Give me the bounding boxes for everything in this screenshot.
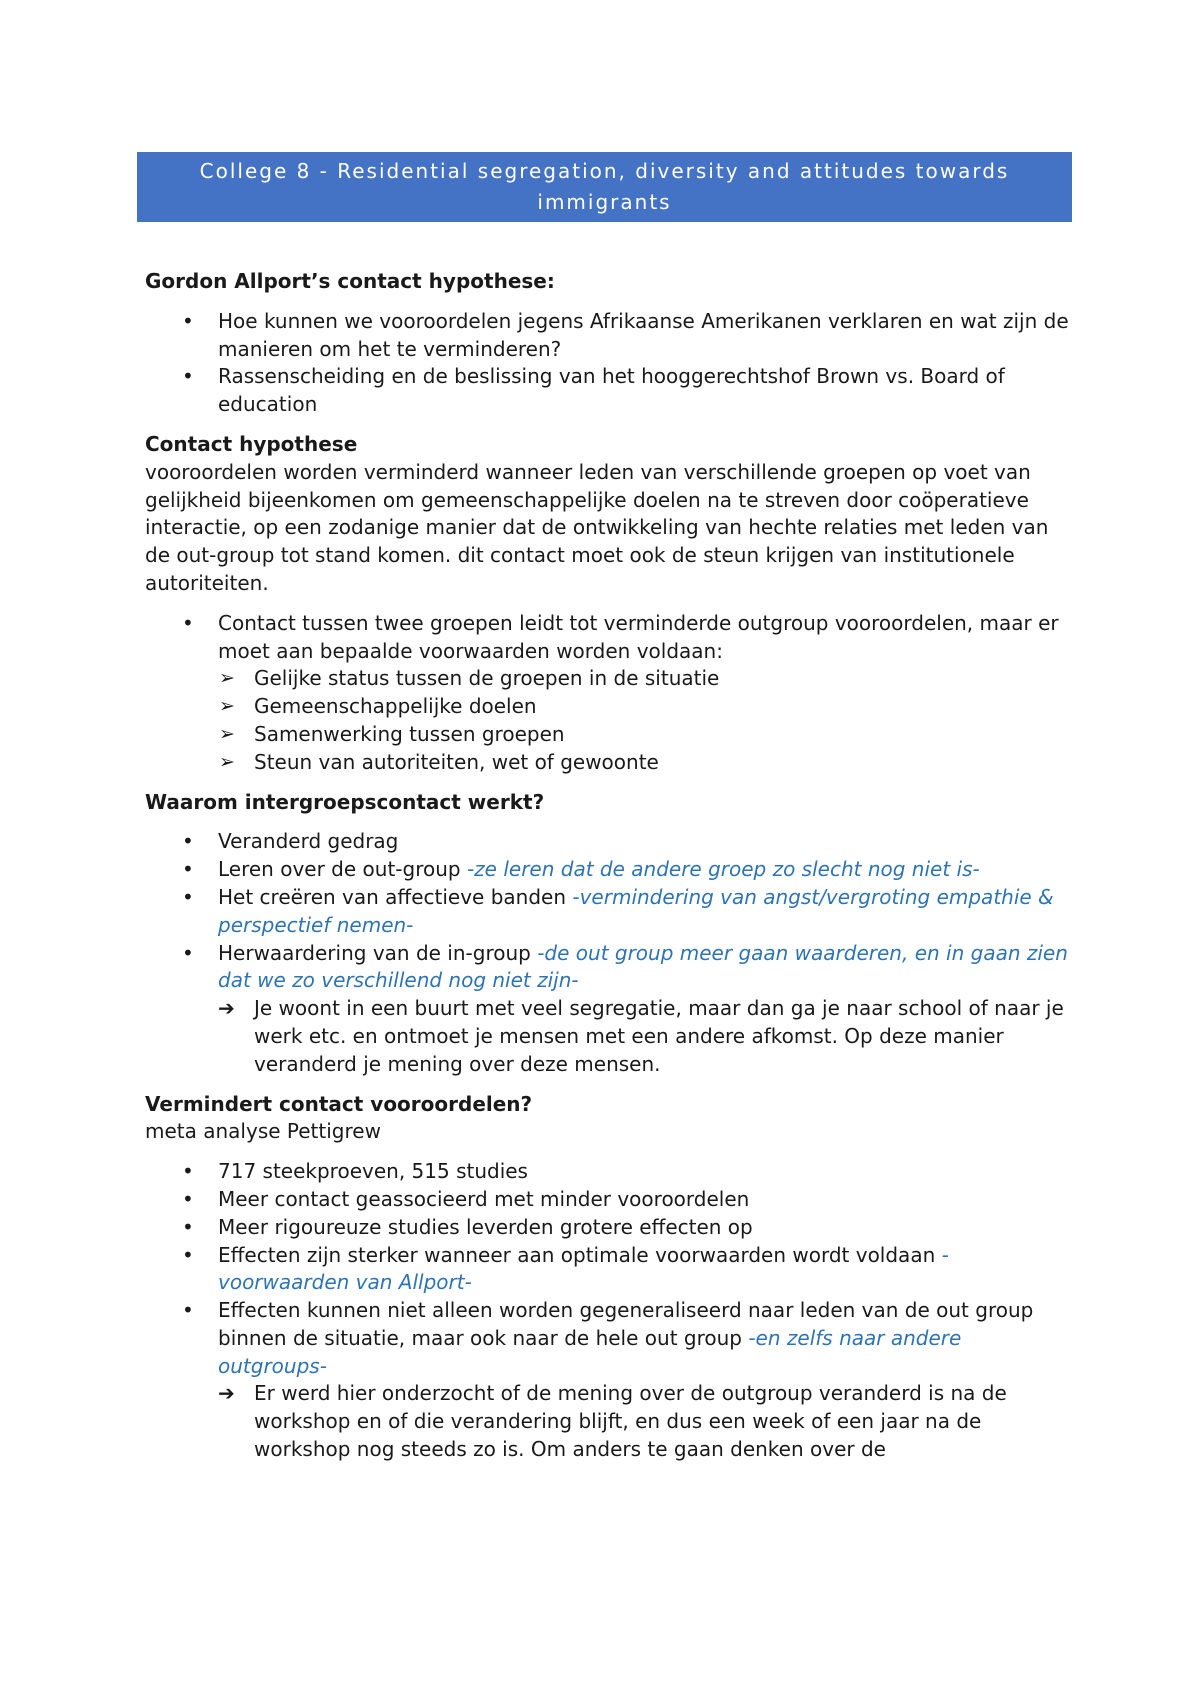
list-item: • Hoe kunnen we vooroordelen jegens Afrikaanse Amerikanen verklaren en wat zijn de manieren om het te verminderen?: [145, 308, 1075, 364]
list-item: [145, 1186, 1075, 1214]
why-bullet-list: [145, 828, 1075, 1078]
arrow-note: [218, 1380, 1075, 1463]
list-item-note: -de out group meer gaan waarderen, en in gaan zien dat we zo verschillend nog niet zijn-: [218, 940, 1068, 993]
list-item-note: -ze leren dat de andere groep zo slecht nog niet is-: [466, 857, 980, 882]
section-heading-allport: Gordon Allport’s contact hypothese:: [145, 269, 555, 293]
reduces-bullet-list: [145, 1158, 1075, 1464]
list-item-text: 717 steekproeven, 515 studies: [218, 1159, 528, 1184]
list-item: [145, 1214, 1075, 1242]
section-subtitle: meta analyse Pettigrew: [145, 1119, 381, 1144]
contact-bullet-list: [145, 610, 1075, 777]
allport-bullet-list: [145, 308, 1075, 419]
section-heading-why: Waarom intergroepscontact werkt?: [145, 789, 545, 814]
list-item: [145, 1242, 1075, 1298]
arrow-right-icon: ➔: [218, 996, 235, 1021]
list-item-text: Effecten zijn sterker wanneer aan optimale voorwaarden wordt voldaan: [218, 1242, 942, 1267]
list-item: [145, 1158, 1075, 1186]
list-item: [145, 610, 1075, 777]
section-heading-reduces: Vermindert contact vooroordelen?: [145, 1091, 533, 1116]
list-item: [145, 884, 1075, 940]
contact-bullet-text: Contact tussen twee groepen leidt tot verminderde outgroup vooroordelen, maar er moet aan bepaalde voorwaarden worden voldaan:: [218, 610, 1059, 663]
list-item-note: -en zelfs naar andere outgroups-: [218, 1325, 962, 1378]
list-item-text: Meer rigoureuze studies leverden grotere effecten op: [218, 1214, 753, 1239]
list-item-text: Veranderd gedrag: [218, 829, 399, 854]
list-item: [145, 940, 1075, 1079]
contact-definition: vooroordelen worden verminderd wanneer leden van verschillende groepen op voet van gelijkheid bijeenkomen om gemeenschappelijke doelen na te streven door coöperatieve interactie, op een zodanige manier dat de ontwikkeling van hechte relaties met leden van de out-group tot stand komen. dit contact moet ook de steun krijgen van institutionele autoriteiten.: [145, 459, 1049, 595]
list-item: • Rassenscheiding en de beslissing van het hooggerechtshof Brown vs. Board of education: [145, 363, 1075, 419]
list-item-text: Leren over de out-group: [218, 857, 467, 882]
arrow-note: [218, 995, 1075, 1078]
arrow-note-text: Er werd hier onderzocht of de mening over de outgroup veranderd is na de workshop en of die verandering blijft, en dus een week of een jaar na de workshop nog steeds zo is. Om anders te gaan denken over de: [254, 1381, 1007, 1462]
conditions-list: [181, 665, 1075, 776]
document-body: [145, 268, 1075, 1464]
arrow-right-icon: ➔: [218, 1381, 235, 1406]
condition-item: ➢ Steun van autoriteiten, wet of gewoonte: [181, 749, 1075, 777]
list-item-text: Het creëren van affectieve banden: [218, 884, 573, 909]
list-item-note: -voorwaarden van Allport-: [218, 1242, 949, 1295]
list-item-text: Meer contact geassocieerd met minder vooroordelen: [218, 1186, 750, 1211]
list-item-note: -vermindering van angst/vergroting empathie & perspectief nemen-: [218, 884, 1054, 937]
list-item: [145, 828, 1075, 856]
section-heading-contact: Contact hypothese: [145, 431, 358, 456]
title-banner: [137, 152, 1072, 222]
condition-item: ➢ Samenwerking tussen groepen: [181, 721, 1075, 749]
list-item-text: Effecten kunnen niet alleen worden gegeneraliseerd naar leden van de out group binnen de situatie, maar ook naar de hele out group: [218, 1298, 1034, 1350]
list-item: [145, 1297, 1075, 1464]
list-item-text: Herwaardering van de in-group: [218, 940, 538, 965]
list-item: [145, 856, 1075, 884]
arrow-note-text: Je woont in een buurt met veel segregatie, maar dan ga je naar school of naar je werk etc. en ontmoet je mensen met een andere afkomst. Op deze manier veranderd je mening over deze mensen.: [254, 996, 1064, 1076]
document-title: College 8 - Residential segregation, diversity and attitudes towards immigrants: [199, 159, 1010, 214]
condition-item: ➢ Gemeenschappelijke doelen: [181, 693, 1075, 721]
condition-item: ➢ Gelijke status tussen de groepen in de situatie: [181, 665, 1075, 693]
